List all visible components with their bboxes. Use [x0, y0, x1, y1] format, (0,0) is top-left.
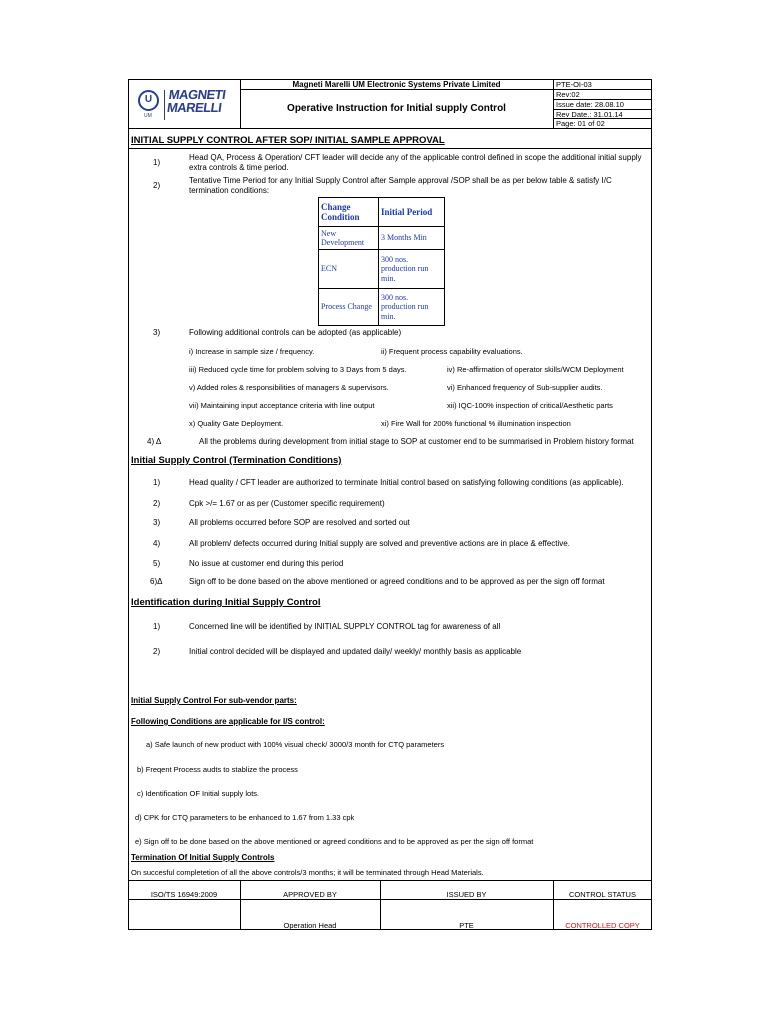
control-item: iv) Re-affirmation of operator skills/WCM Deployment: [447, 365, 624, 374]
control-item: iii) Reduced cycle time for problem solving to 3 Days from 5 days.: [189, 365, 407, 374]
header-bottom-line: [128, 128, 652, 129]
control-item: vi) Enhanced frequency of Sub-supplier audits.: [447, 383, 603, 392]
control-item: x) Quality Gate Deployment.: [189, 419, 284, 428]
table-cell: 300 nos. production run min.: [379, 250, 445, 289]
footer-standard: ISO/TS 16949:2009: [150, 890, 218, 899]
document-number: PTE-OI-03: [556, 80, 592, 89]
logo-badge: U: [138, 90, 159, 111]
control-item: i) Increase in sample size / frequency.: [189, 347, 315, 356]
s2-item-text: All problems occurred before SOP are resolved and sorted out: [189, 518, 410, 527]
logo-word-1: MAGNETI: [167, 87, 227, 102]
s3-item-num: 1): [153, 622, 161, 631]
control-item: ii) Frequent process capability evaluations.: [381, 347, 523, 356]
table-row: [319, 289, 445, 326]
initial-period-table: [318, 197, 445, 326]
section3-title: Identification during Initial Supply Control: [131, 597, 321, 608]
s1-item3-num: 3): [153, 328, 161, 337]
s1-item1-num: 1): [153, 158, 161, 167]
control-item: v) Added roles & responsibilities of managers & supervisors.: [189, 383, 389, 392]
table-row: [319, 250, 445, 289]
s1-item2-text: Tentative Time Period for any Initial Supply Control after Sample approval /SOP shall be as per below table & satisfy I/C termination conditions:: [189, 176, 612, 195]
s3-item-text: Initial control decided will be displayed and updated daily/ weekly/ monthly basis as applicable: [189, 647, 522, 656]
s1-item1-text: Head QA, Process & Operation/ CFT leader will decide any of the applicable control defined in scope the additional initial supply extra controls & time period.: [189, 153, 642, 172]
company-name: Magneti Marelli UM Electronic Systems Private Limited: [292, 80, 501, 89]
termination-text: On succesful completetion of all the above controls/3 months; it will be terminated through Head Materials.: [131, 868, 484, 877]
footer-approved-header: APPROVED BY: [283, 890, 337, 899]
company-logo: [166, 87, 227, 115]
control-item: xii) IQC-100% inspection of critical/Aesthetic parts: [447, 401, 613, 410]
s4-item: b) Freqent Process audts to stablize the process: [137, 765, 298, 774]
logo-word-2: MARELLI: [166, 100, 223, 115]
page-number: Page: 01 of 02: [556, 119, 605, 128]
s2-item-text: Head quality / CFT leader are authorized to terminate Initial control based on satisfying following conditions (as applicable).: [189, 478, 624, 487]
control-status-value: CONTROLLED COPY: [565, 921, 640, 930]
s2-item-num: 5): [153, 559, 161, 568]
s1-item4-text: All the problems during development from initial stage to SOP at customer end to be summarised in Problem history format: [199, 437, 634, 446]
table-cell: 3 Months Min: [379, 227, 445, 250]
section1-title-line: [128, 148, 652, 149]
s4-item: a) Safe launch of new product with 100% visual check/ 3000/3 month for CTQ parameters: [146, 740, 445, 749]
table-row: [319, 227, 445, 250]
s2-item-text: Sign off to be done based on the above mentioned or agreed conditions and to be approved as per the sign off format: [189, 577, 605, 586]
logo-um-text: UM: [144, 113, 152, 119]
approved-by-value: Operation Head: [283, 921, 337, 930]
document-title: Operative Instruction for Initial supply Control: [287, 103, 506, 114]
section4-subtitle: Following Conditions are applicable for I/S control:: [131, 717, 325, 726]
issue-date: Issue date: 28.08.10: [556, 100, 624, 109]
s2-item-text: All problem/ defects occurred during Initial supply are solved and preventive actions are in place & effective.: [189, 539, 570, 548]
table-header-condition: Change Condition: [319, 198, 379, 227]
footer-status-header: CONTROL STATUS: [569, 890, 636, 899]
issued-by-value: PTE: [459, 921, 474, 930]
footer-mid-line: [128, 899, 652, 900]
control-item: vii) Maintaining input acceptance criteria with line output: [189, 401, 375, 410]
footer-issued-header: ISSUED BY: [446, 890, 487, 899]
s2-item-num: 6)Δ: [150, 577, 163, 586]
s4-item: e) Sign off to be done based on the above mentioned or agreed conditions and to be approved as per the sign off format: [135, 837, 534, 846]
s2-item-num: 4): [153, 539, 161, 548]
s4-item: d) CPK for CTQ parameters to be enhanced to 1.67 from 1.33 cpk: [135, 813, 355, 822]
s3-item-text: Concerned line will be identified by INITIAL SUPPLY CONTROL tag for awareness of all: [189, 622, 501, 631]
s2-item-num: 2): [153, 499, 161, 508]
section1-title: INITIAL SUPPLY CONTROL AFTER SOP/ INITIAL SAMPLE APPROVAL: [131, 135, 445, 146]
table-header-period: Initial Period: [379, 198, 445, 227]
header-divider-meta: [553, 79, 554, 128]
s1-item3-text: Following additional controls can be adopted (as applicable): [189, 328, 402, 337]
s3-item-num: 2): [153, 647, 161, 656]
s2-item-num: 1): [153, 478, 161, 487]
table-header-row: [319, 198, 445, 227]
s1-item2-num: 2): [153, 181, 161, 190]
s2-item-text: No issue at customer end during this period: [189, 559, 344, 568]
revision: Rev:02: [556, 90, 580, 99]
termination-title: Termination Of Initial Supply Controls: [131, 853, 275, 862]
s4-item: c) Identification OF Initial supply lots.: [137, 789, 260, 798]
section2-title: Initial Supply Control (Termination Conditions): [131, 455, 342, 466]
s1-item4-num: 4) Δ: [147, 437, 162, 446]
table-cell: ECN: [319, 250, 379, 289]
table-cell: New Development: [319, 227, 379, 250]
table-cell: 300 nos. production run min.: [379, 289, 445, 326]
s2-item-text: Cpk >/= 1.67 or as per (Customer specific requirement): [189, 499, 385, 508]
section4-title: Initial Supply Control For sub-vendor parts:: [131, 696, 297, 705]
revision-date: Rev Date.: 31.01.14: [556, 110, 623, 119]
footer-top-line: [128, 880, 652, 881]
logo-separator: [164, 90, 165, 120]
control-item: xi) Fire Wall for 200% functional % illumination inspection: [381, 419, 571, 428]
table-cell: Process Change: [319, 289, 379, 326]
s2-item-num: 3): [153, 518, 161, 527]
